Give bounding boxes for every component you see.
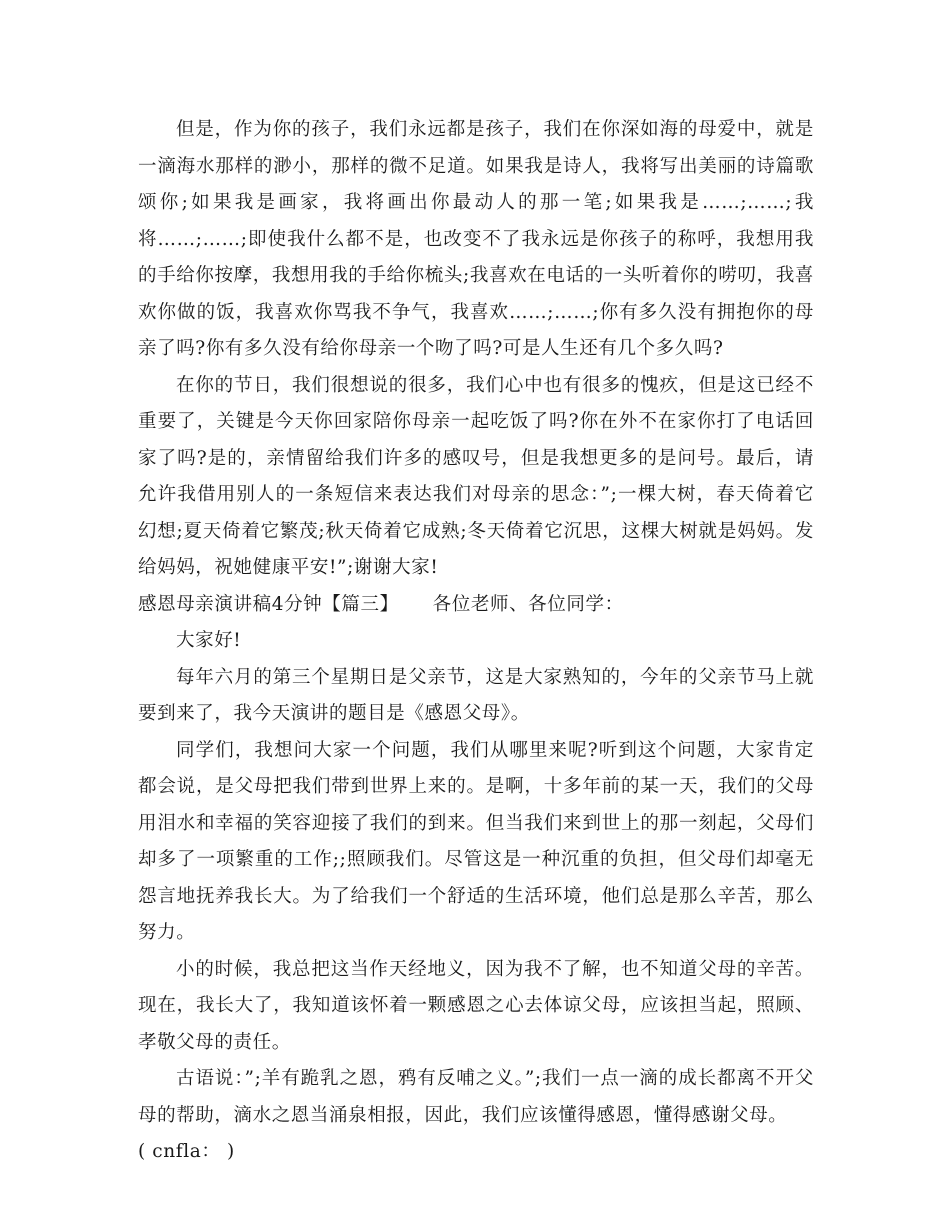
paragraph: 小的时候，我总把这当作天经地义，因为我不了解，也不知道父母的辛苦。现在，我长大了，我知道该怀着一颗感恩之心去体谅父母，应该担当起，照顾、孝敬父母的责任。 [138,958,814,1053]
paragraph: 同学们，我想问大家一个问题，我们从哪里来呢?听到这个问题，大家肯定都会说，是父母把我们带到世界上来的。是啊，十多年前的某一天，我们的父母用泪水和幸福的笑容迎接了我们的到来。但当我们来到世上的那一刻起，父母们却多了一项繁重的工作;;照顾我们。尽管这是一种沉重的负担，但父母们却毫无怨言地抚养我长大。为了给我们一个舒适的生活环境，他们总是那么辛苦，那么努力。 [138,739,814,943]
paragraph: 在你的节日，我们很想说的很多，我们心中也有很多的愧疚，但是这已经不重要了，关键是今天你回家陪你母亲一起吃饭了吗?你在外不在家你打了电话回家了吗?是的，亲情留给我们许多的感叹号，但是我想更多的是问号。最后，请允许我借用别人的一条短信来表达我们对母亲的思念：”;一棵大树，春天倚着它幻想;夏天倚着它繁茂;秋天倚着它成熟;冬天倚着它沉思，这棵大树就是妈妈。发给妈妈，祝她健康平安!”;谢谢大家! [138,374,814,578]
greeting: 大家好! [176,630,242,651]
paragraph: 古语说：”;羊有跪乳之恩，鸦有反哺之义。”;我们一点一滴的成长都离不开父母的帮助，滴水之恩当涌泉相报，因此，我们应该懂得感恩，懂得感谢父母。 [138,1068,814,1126]
paragraph: 但是，作为你的孩子，我们永远都是孩子，我们在你深如海的母爱中，就是一滴海水那样的渺小，那样的微不足道。如果我是诗人，我将写出美丽的诗篇歌颂你;如果我是画家，我将画出你最动人的那一笔;如果我是……;……;我将……;……;即使我什么都不是，也改变不了我永远是你孩子的称呼，我想用我的手给你按摩，我想用我的手给你梳头;我喜欢在电话的一头听着你的唠叨，我喜欢你做的饭，我喜欢你骂我不争气，我喜欢……;……;你有多久没有拥抱你的母亲了吗?你有多久没有给你母亲一个吻了吗?可是人生还有几个多久吗? [138,119,814,359]
section-heading [138,587,814,624]
source-note: ( cnfla： ) [138,1141,235,1162]
paragraph: 每年六月的第三个星期日是父亲节，这是大家熟知的，今年的父亲节马上就要到来了，我今天演讲的题目是《感恩父母》。 [138,666,814,724]
document-body [138,112,814,1171]
salutation: 各位老师、各位同学： [432,593,624,615]
section-title: 感恩母亲演讲稿4分钟【篇三】 [138,593,399,615]
